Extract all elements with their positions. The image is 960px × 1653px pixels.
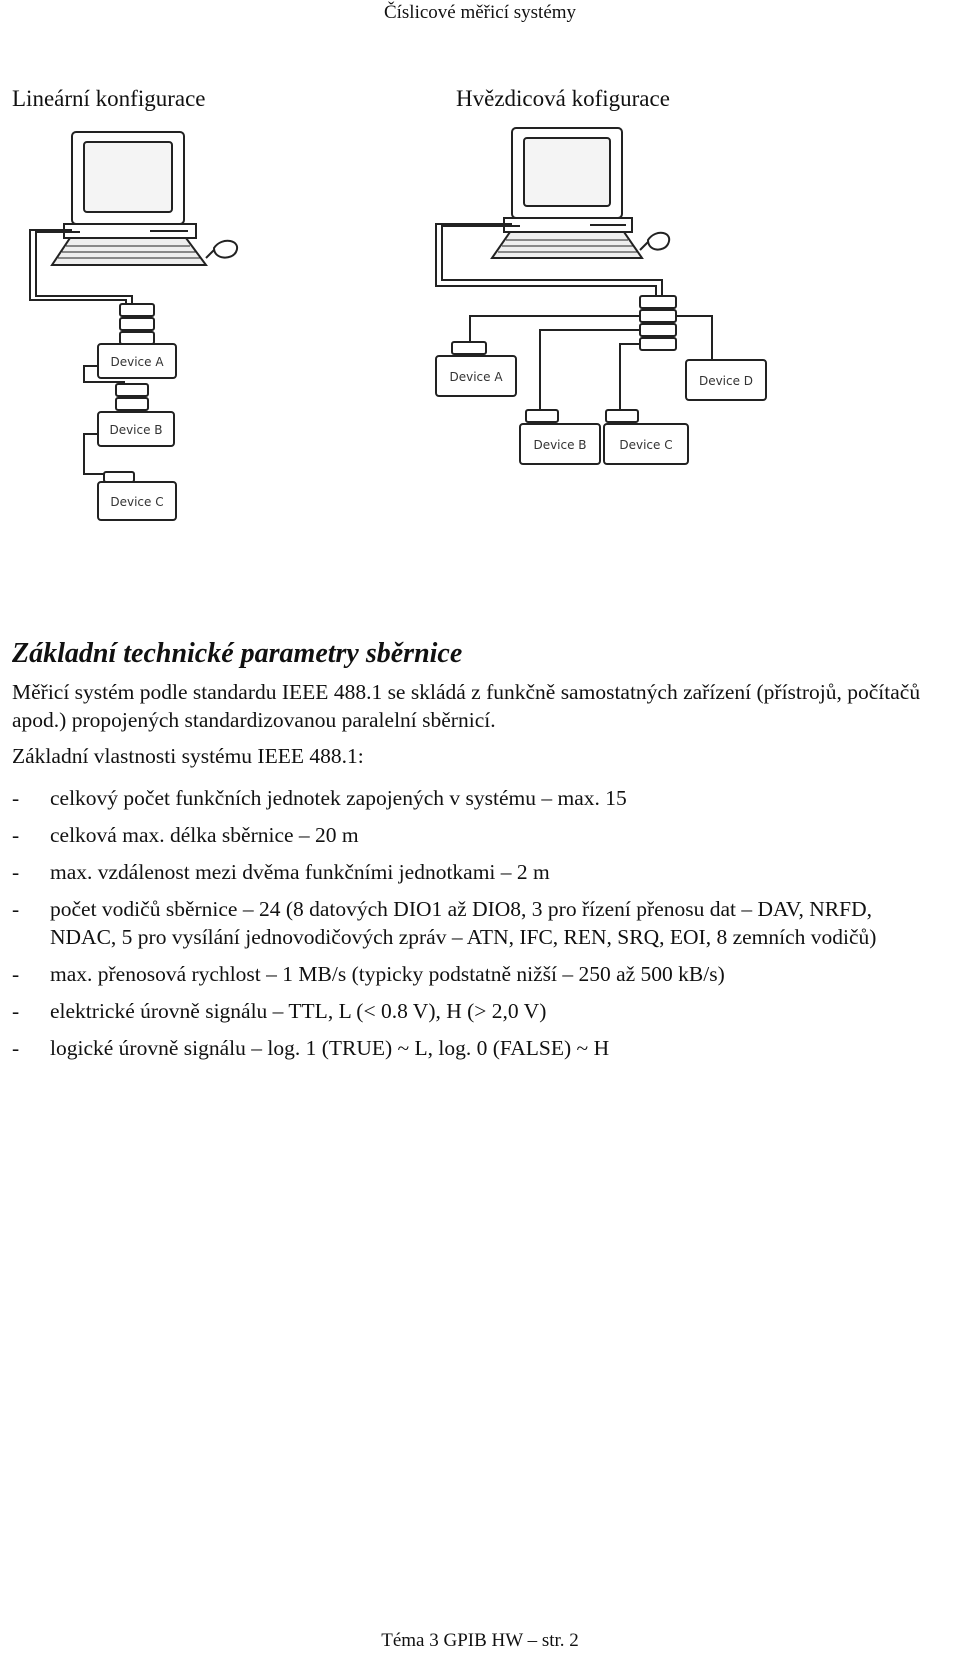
list-item-text: počet vodičů sběrnice – 24 (8 datových DIO1 až DIO8, 3 pro řízení přenosu dat – DAV, NRFD, NDAC, 5 pro vysílání jednovodičových zpráv – ATN, IFC, REN, SRQ, EOI, 8 zemních vodičů): [50, 897, 877, 949]
list-bullet: -: [12, 962, 20, 986]
configuration-diagrams: [0, 120, 960, 560]
list-bullet: -: [12, 860, 20, 884]
page-footer: Téma 3 GPIB HW – str. 2: [381, 1630, 579, 1651]
list-item: [12, 960, 942, 988]
linear-connector-c: [104, 472, 134, 482]
page-header: Číslicové měřicí systémy: [383, 2, 577, 23]
linear-device-c-label: Device C: [110, 495, 164, 509]
linear-computer-icon: [52, 132, 237, 265]
list-bullet: -: [12, 786, 20, 810]
linear-config-caption: Lineární konfigurace: [12, 86, 206, 111]
linear-device-b-label: Device B: [109, 423, 163, 437]
list-item-text: max. přenosová rychlost – 1 MB/s (typicky podstatně nižší – 250 až 500 kB/s): [50, 962, 725, 986]
linear-connector-b: [116, 384, 148, 410]
list-bullet: -: [12, 823, 20, 847]
list-item: [12, 1034, 942, 1062]
list-item: [12, 895, 942, 951]
linear-connector-a: [120, 304, 154, 344]
properties-subtitle: Základní vlastnosti systému IEEE 488.1:: [12, 744, 364, 768]
star-device-d-label: Device D: [698, 374, 754, 388]
list-item-text: celková max. délka sběrnice – 20 m: [50, 823, 359, 847]
properties-list: [12, 784, 942, 1071]
intro-paragraph: Měřicí systém podle standardu IEEE 488.1 se skládá z funkčně samostatných zařízení (přístrojů, počítačů apod.) propojených standardizovanou paralelní sběrnicí.: [12, 680, 921, 732]
list-item: [12, 997, 942, 1025]
star-device-a-label: Device A: [449, 370, 503, 384]
star-device-b-label: Device B: [533, 438, 587, 452]
section-title: Základní technické parametry sběrnice: [12, 638, 463, 669]
list-item: [12, 784, 942, 812]
list-bullet: -: [12, 897, 20, 921]
list-item-text: max. vzdálenost mezi dvěma funkčními jednotkami – 2 m: [50, 860, 550, 884]
list-item-text: elektrické úrovně signálu – TTL, L (< 0.8 V), H (> 2,0 V): [50, 999, 547, 1023]
list-bullet: -: [12, 1036, 20, 1060]
star-computer-icon: [492, 128, 669, 258]
list-item-text: celkový počet funkčních jednotek zapojených v systému – max. 15: [50, 786, 627, 810]
list-bullet: -: [12, 999, 20, 1023]
list-item-text: logické úrovně signálu – log. 1 (TRUE) ~ L, log. 0 (FALSE) ~ H: [50, 1036, 610, 1060]
list-item: [12, 858, 942, 886]
list-item: [12, 821, 942, 849]
star-hub-connector: [640, 296, 676, 350]
linear-device-a-label: Device A: [110, 355, 164, 369]
star-config-caption: Hvězdicová kofigurace: [456, 86, 670, 111]
star-device-c-label: Device C: [619, 438, 673, 452]
